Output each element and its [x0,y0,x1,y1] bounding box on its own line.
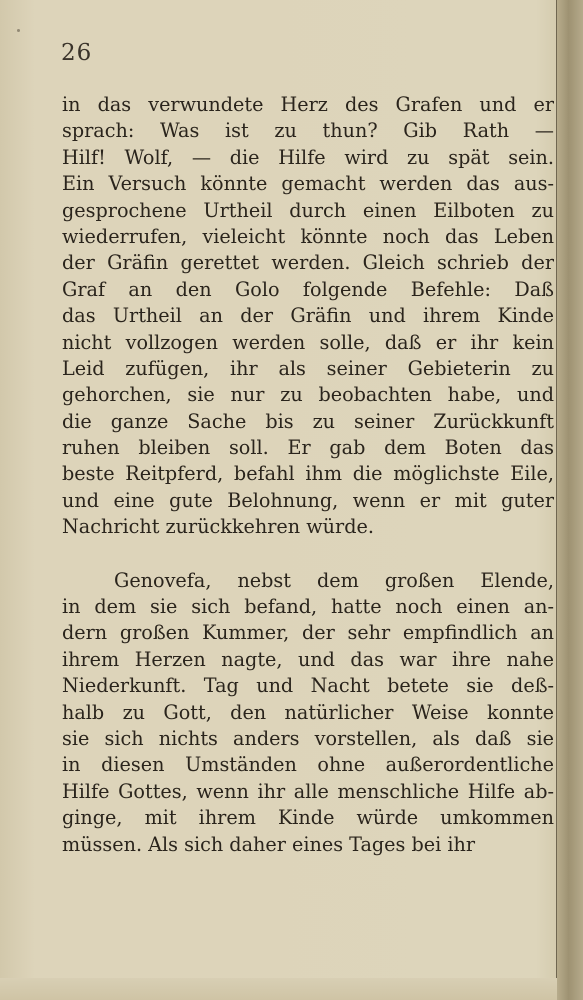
text-line: Hilf! Wolf, — die Hilfe wird zu spät sein. [62,145,554,169]
text-line: ihrem Herzen nagte, und das war ihre nahe [62,647,554,671]
text-line: dern großen Kummer, der sehr empfindlich an [62,621,554,645]
text-line: Graf an den Golo folgende Befehle: Daß [62,277,554,301]
text-line: beste Reitpferd, befahl ihm die möglichste Eile, [62,462,554,486]
text-line: in dem sie sich befand, hatte noch einen an- [62,595,554,619]
text-line: in diesen Umständen ohne außerordentliche [62,753,554,777]
text-line: das Urtheil an der Gräfin und ihrem Kinde [62,304,554,328]
paragraph-gap [62,541,554,568]
text-line: sie sich nichts anders vorstellen, als daß sie [62,726,554,750]
body-text [62,92,554,858]
text-line: die ganze Sache bis zu seiner Zurückkunft [62,409,554,433]
text-line: in das verwundete Herz des Grafen und er [62,93,554,116]
text-line: Niederkunft. Tag und Nacht betete sie deß- [62,674,554,698]
text-line: ruhen bleiben soll. Er gab dem Boten das [62,436,554,460]
text-line: wiederrufen, vieleicht könnte noch das Leben [62,224,554,248]
text-line: Nachricht zurückkehren würde. [62,515,374,539]
text-line: halb zu Gott, den natürlicher Weise konnte [62,700,554,724]
paragraph-2 [62,568,554,858]
text-line: Leid zufügen, ihr als seiner Gebieterin zu [62,356,554,380]
text-line: gesprochene Urtheil durch einen Eilboten zu [62,198,554,222]
paragraph-1 [62,92,554,541]
text-line: gehorchen, sie nur zu beobachten habe, und [62,383,554,407]
text-line: sprach: Was ist zu thun? Gib Rath — [62,119,554,143]
text-line: Ein Versuch könnte gemacht werden das aus- [62,172,554,196]
text-line: und eine gute Belohnung, wenn er mit guter [62,488,554,512]
text-line: müssen. Als sich daher eines Tages bei ihr [62,832,476,856]
text-line: nicht vollzogen werden solle, daß er ihr kein [62,330,554,354]
page-speck [17,29,20,32]
text-line: der Gräfin gerettet werden. Gleich schrieb der [62,251,554,275]
page-edge [556,0,583,1000]
text-line: ginge, mit ihrem Kinde würde umkommen [62,806,554,830]
text-line: Genovefa, nebst dem großen Elende, [114,568,554,592]
page-bottom-margin [0,978,557,1000]
text-line: Hilfe Gottes, wenn ihr alle menschliche Hilfe ab- [62,779,554,803]
page-number: 26 [61,40,93,66]
